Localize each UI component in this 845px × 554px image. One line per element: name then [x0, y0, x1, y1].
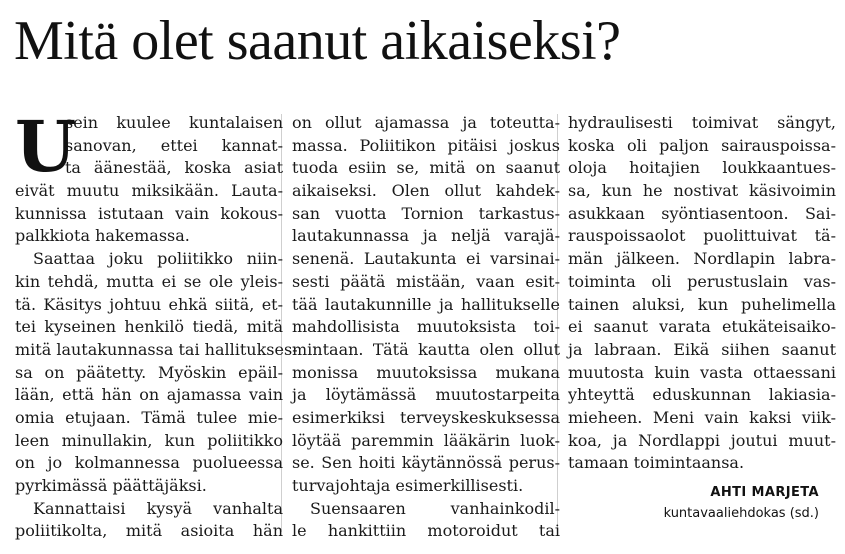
- text-line: tä. Käsitys johtuu ehkä siitä, et-: [15, 294, 283, 314]
- text-line: kin tehdä, mutta ei se ole yleis-: [15, 271, 283, 291]
- text-line: tamaan toimintaansa.: [568, 453, 745, 473]
- text-line: toiminta oli perustuslain vas-: [568, 271, 836, 291]
- text-line: tei kyseinen henkilö tiedä, mitä: [15, 317, 283, 337]
- text-line: mintaan. Tätä kautta olen ollut: [292, 339, 560, 359]
- text-line: ja labraan. Eikä siihen saanut: [568, 339, 836, 359]
- text-line: Kannattaisi kysyä vanhalta: [33, 498, 283, 518]
- author-title: kuntavaaliehdokas (sd.): [663, 506, 819, 521]
- text-line: esimerkiksi terveyskeskuksessa: [292, 407, 560, 427]
- text-line: pyrkimässä päättäjäksi.: [15, 476, 207, 495]
- text-line: eivät muutu miksikään. Lauta-: [15, 181, 283, 201]
- text-line: kunnissa istutaan vain kokous-: [15, 203, 283, 223]
- text-line: mahdollisista muutoksista toi-: [292, 317, 560, 337]
- article-column-2: [292, 112, 560, 543]
- text-line: se. Sen hoiti käytännössä perus-: [292, 453, 560, 473]
- text-line: turvajohtaja esimerkillisesti.: [292, 476, 524, 495]
- drop-cap: U: [15, 105, 77, 188]
- text-line: tää lautakunnille ja hallitukselle: [292, 294, 560, 314]
- article-column-1: [15, 105, 298, 543]
- text-line: koska oli paljon sairauspoissa-: [568, 135, 836, 155]
- text-line: rauspoissaolot puolittuivat tä-: [568, 226, 836, 246]
- byline: [664, 484, 819, 526]
- text-line: lautakunnassa ja neljä varajä-: [292, 226, 560, 246]
- text-line: omia etujaan. Tämä tulee mie-: [15, 407, 283, 427]
- text-line: sanovan, ettei kannat-: [65, 135, 283, 155]
- text-line: sesti päätä mistään, vaan esit-: [292, 271, 560, 291]
- text-line: hydraulisesti toimivat sängyt,: [568, 113, 836, 132]
- text-line: leen minullakin, kun poliitikko: [15, 430, 283, 450]
- text-line: Suensaaren vanhainkodil-: [310, 498, 560, 518]
- text-line: muutosta kuin vasta ottaessani: [568, 362, 836, 382]
- text-line: mieheen. Meni vain kaksi viik-: [568, 407, 836, 427]
- text-line: on jo kolmannessa puolueessa: [15, 453, 283, 473]
- text-line: sa, kun he nostivat käsivoimin: [568, 181, 836, 201]
- text-line: poliitikolta, mitä asioita hän: [15, 521, 283, 541]
- text-line: mitä lautakunnassa tai hallitukses-: [15, 339, 298, 359]
- text-line: palkkiota hakemassa.: [15, 226, 190, 246]
- text-line: ta äänestää, koska asiat: [65, 158, 283, 178]
- headline: Mitä olet saanut aikaiseksi?: [14, 10, 621, 72]
- text-line: massa. Poliitikon pitäisi joskus: [292, 135, 560, 155]
- text-line: koa, ja Nordlappi joutui muut-: [568, 430, 836, 450]
- author-name: AHTI MARJETA: [710, 485, 819, 500]
- text-line: löytää paremmin lääkärin luok-: [292, 430, 560, 450]
- text-line: tainen aluksi, kun puhelimella: [568, 294, 836, 314]
- text-line: ei saanut varata etukäteisaiko-: [568, 317, 836, 337]
- text-line: oloja hoitajien loukkaantues-: [568, 158, 836, 178]
- text-line: sa on päätetty. Myöskin epäil-: [15, 362, 283, 382]
- article-column-3: [568, 112, 836, 475]
- text-line: on ollut ajamassa ja toteutta-: [292, 113, 560, 132]
- text-line: ja löytämässä muutostarpeita: [292, 385, 560, 405]
- text-line: monissa muutoksissa mukana: [292, 362, 560, 382]
- text-line: män jälkeen. Nordlapin labra-: [568, 249, 836, 269]
- text-line: lään, että hän on ajamassa vain: [15, 385, 283, 405]
- text-line: le hankittiin motoroidut tai: [292, 521, 560, 541]
- text-line: san vuotta Tornion tarkastus-: [292, 203, 560, 223]
- text-line: aikaiseksi. Olen ollut kahdek-: [292, 181, 560, 201]
- text-line: Saattaa joku poliitikko niin-: [33, 249, 283, 269]
- text-line: yhteyttä eduskunnan lakiasia-: [568, 385, 836, 405]
- text-line: asukkaan syöntiasentoon. Sai-: [568, 203, 836, 223]
- text-line: tuoda esiin se, mitä on saanut: [292, 158, 560, 178]
- text-line: senenä. Lautakunta ei varsinai-: [292, 249, 560, 269]
- text-line: sein kuulee kuntalaisen: [65, 113, 283, 132]
